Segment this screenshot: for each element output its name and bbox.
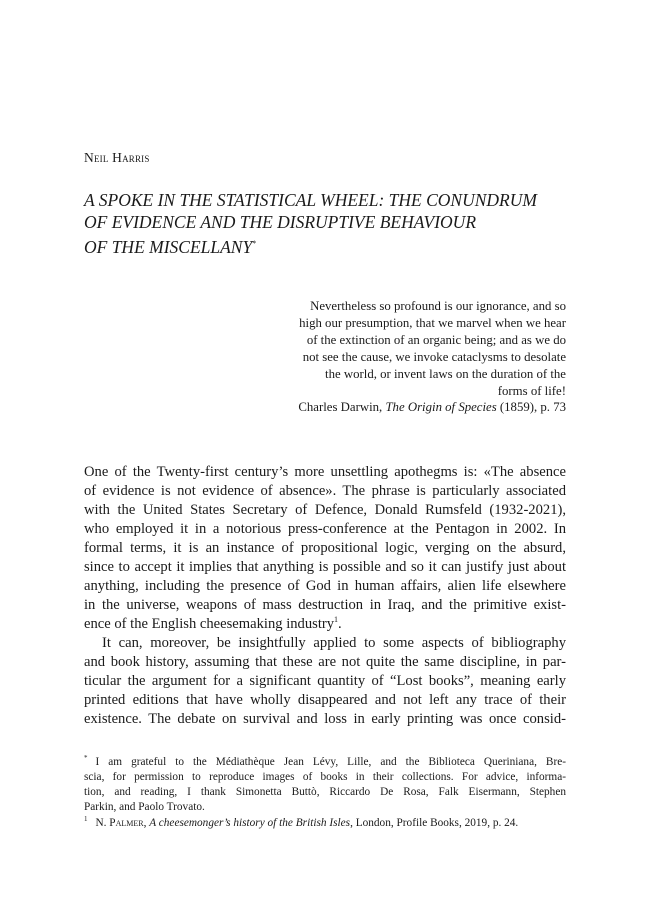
body-line: It can, moreover, be insightfully applied to some aspects of bibliography xyxy=(102,635,566,651)
title-line-1: A SPOKE IN THE STATISTICAL WHEEL: THE CONUNDRUM xyxy=(84,190,537,210)
body-line-tail: . xyxy=(338,616,342,632)
epigraph-line: forms of life! xyxy=(497,384,566,398)
title-line-3-text: OF THE MISCELLANY xyxy=(84,237,253,257)
body-text xyxy=(84,463,566,729)
body-line: of evidence is not evidence of absence». The phrase is particularly associated xyxy=(84,483,566,499)
body-line xyxy=(84,615,566,634)
footnote-line: scia, for permission to reproduce images of books in their collections. For advice, informa- xyxy=(84,771,566,783)
title-line-3 xyxy=(84,233,566,259)
title-footnote-mark[interactable]: * xyxy=(252,239,257,248)
footnote-1-rest: , London, Profile Books, 2019, p. 24. xyxy=(350,817,519,829)
author-name: Neil Harris xyxy=(84,150,150,165)
body-line: in the universe, weapons of mass destruction in Iraq, and the primitive exist- xyxy=(84,597,566,613)
epigraph-attribution xyxy=(298,400,566,415)
body-line: and book history, assuming that these are not quite the same discipline, in par- xyxy=(84,654,566,670)
footnote-line: Parkin, and Paolo Trovato. xyxy=(84,801,205,813)
attribution-work: The Origin of Species xyxy=(385,400,497,414)
footnote-1 xyxy=(84,816,566,831)
footnote-ref-1[interactable]: 1 xyxy=(334,615,339,624)
title-line-2: OF EVIDENCE AND THE DISRUPTIVE BEHAVIOUR xyxy=(84,211,477,232)
footnote-1-mark: 1 xyxy=(84,815,88,823)
body-line: printed editions that have wholly disappeared and not left any trace of their xyxy=(84,692,566,708)
body-line: ticular the argument for a significant quantity of “Lost books”, meaning early xyxy=(84,673,566,689)
epigraph-line: Nevertheless so profound is our ignorance, and so xyxy=(310,299,566,313)
epigraph-line: not see the cause, we invoke cataclysms to desolate xyxy=(302,350,566,364)
footnote-line xyxy=(84,816,566,831)
attribution-rest: (1859), p. 73 xyxy=(496,400,566,414)
footnote-1-work: A cheesemonger’s history of the British Isles xyxy=(149,817,351,829)
body-line: who employed it in a notorious press-conference at the Pentagon in 2002. In xyxy=(84,521,566,537)
body-line: since to accept it implies that anything is possible and so it can justify just about xyxy=(84,559,566,575)
epigraph xyxy=(266,298,566,400)
attribution-author: Charles Darwin, xyxy=(298,400,386,414)
epigraph-line: high our presumption, that we marvel when we hear xyxy=(299,316,566,330)
footnote-1-author: N. Palmer, xyxy=(95,817,147,829)
footnote-line xyxy=(84,755,566,770)
footnote-star-mark: * xyxy=(84,754,88,762)
epigraph-line: of the extinction of an organic being; and as we do xyxy=(306,333,566,347)
body-line: existence. The debate on survival and loss in early printing was once consid- xyxy=(84,711,566,727)
body-line: anything, including the presence of God in human affairs, alien life elsewhere xyxy=(84,578,566,594)
footnote-line-text: I am grateful to the Médiathèque Jean Lévy, Lille, and the Biblioteca Queriniana, Bre- xyxy=(95,756,566,768)
body-line: formal terms, it is an instance of propositional logic, verging on the absurd, xyxy=(84,540,566,556)
article-title xyxy=(84,190,566,259)
body-line: One of the Twenty-first century’s more unsettling apothegms is: «The absence xyxy=(84,464,566,480)
footnote-star xyxy=(84,755,566,815)
epigraph-line: the world, or invent laws on the duration of the xyxy=(325,367,566,381)
body-line: with the United States Secretary of Defence, Donald Rumsfeld (1932-2021), xyxy=(84,502,566,518)
footnote-line: tion, and reading, I thank Simonetta Buttò, Riccardo De Rosa, Falk Eisermann, Stephen xyxy=(84,786,566,798)
footnotes xyxy=(84,755,566,831)
body-line-text: ence of the English cheesemaking industry xyxy=(84,616,335,632)
